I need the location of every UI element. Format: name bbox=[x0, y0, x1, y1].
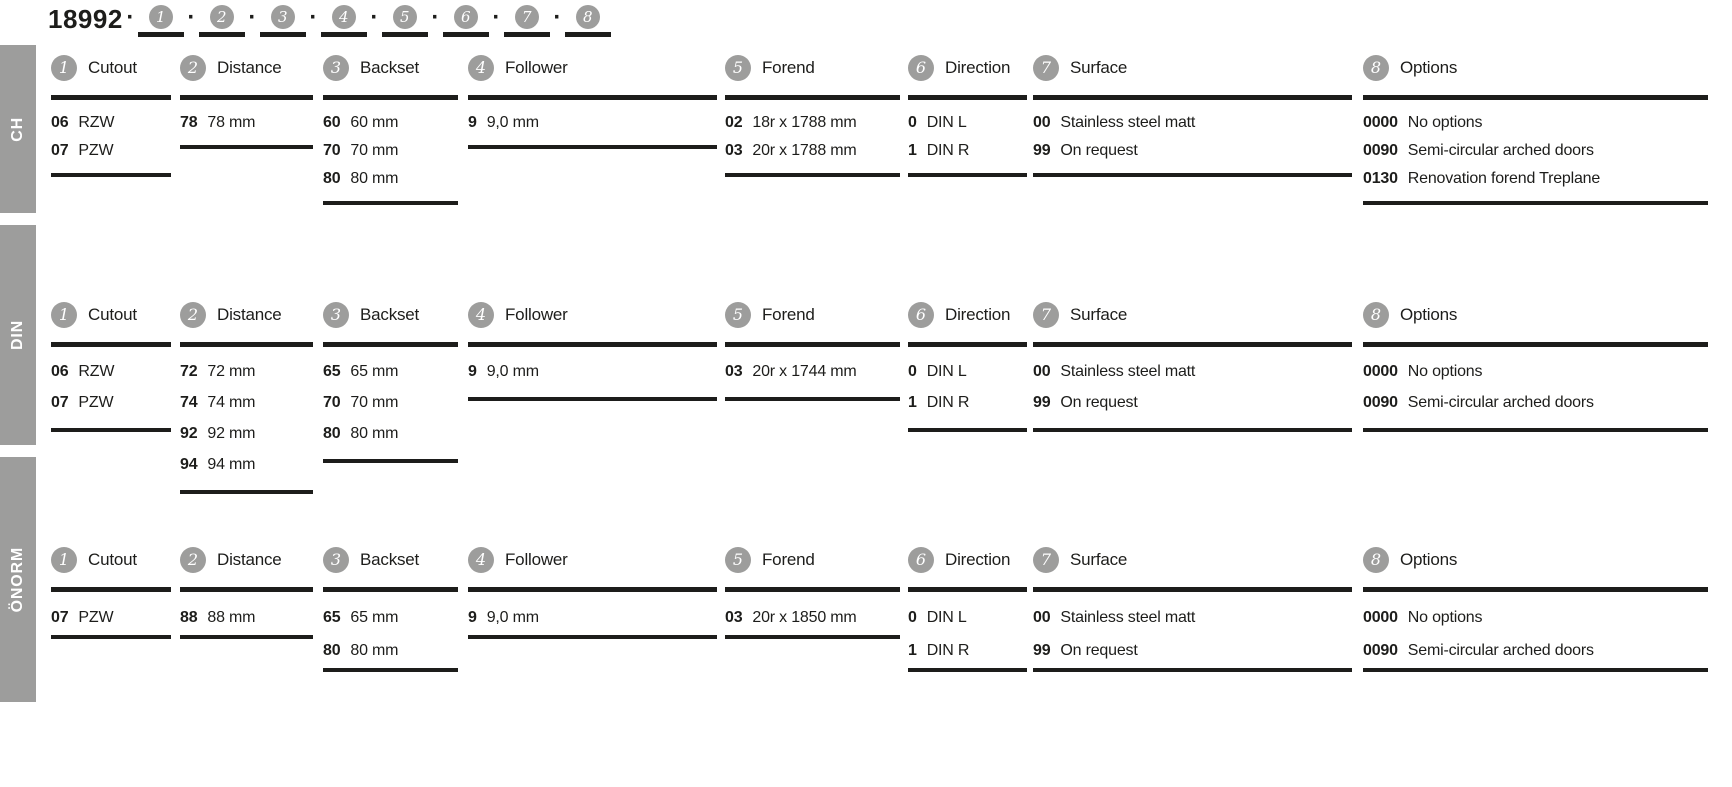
item-label: DIN R bbox=[926, 393, 970, 411]
spec-item bbox=[468, 601, 717, 634]
separator-dot: · bbox=[309, 4, 318, 31]
item-label: Semi-circular arched doors bbox=[1407, 142, 1594, 159]
column-title: Distance bbox=[217, 305, 282, 324]
item-label: 74 mm bbox=[207, 393, 256, 411]
column-number-badge: 7 bbox=[1033, 547, 1059, 573]
item-label: Stainless steel matt bbox=[1060, 362, 1196, 380]
item-label: PZW bbox=[78, 142, 114, 159]
item-code: 0 bbox=[908, 114, 917, 131]
item-label: Stainless steel matt bbox=[1060, 114, 1196, 131]
item-code: 74 bbox=[180, 393, 198, 411]
column-title: Forend bbox=[762, 550, 815, 569]
item-label: 88 mm bbox=[207, 608, 256, 626]
column-title: Follower bbox=[505, 550, 568, 569]
column-direction bbox=[908, 547, 1027, 672]
item-code: 06 bbox=[51, 362, 69, 380]
item-label: On request bbox=[1060, 142, 1138, 159]
column-number-badge: 2 bbox=[180, 302, 206, 328]
column-title: Forend bbox=[762, 58, 815, 77]
item-label: PZW bbox=[78, 393, 114, 411]
column-options bbox=[1363, 547, 1708, 672]
column-title: Direction bbox=[945, 305, 1011, 324]
column-items bbox=[51, 592, 171, 639]
column-number-badge: 4 bbox=[468, 302, 494, 328]
item-code: 80 bbox=[323, 424, 341, 442]
item-label: On request bbox=[1060, 393, 1138, 411]
column-number-badge: 8 bbox=[1363, 55, 1389, 81]
section-label: CH bbox=[9, 116, 26, 142]
column-distance bbox=[180, 547, 313, 639]
column-number-badge: 2 bbox=[180, 55, 206, 81]
item-label: 9,0 mm bbox=[486, 362, 539, 380]
item-label: Renovation forend Treplane bbox=[1407, 170, 1601, 187]
column-title: Cutout bbox=[88, 305, 137, 324]
column-header bbox=[1033, 547, 1352, 592]
column-number-badge: 5 bbox=[725, 547, 751, 573]
item-code: 03 bbox=[725, 142, 743, 159]
item-label: RZW bbox=[78, 362, 115, 380]
item-label: DIN L bbox=[926, 608, 967, 626]
field-number-badge: 4 bbox=[332, 5, 356, 29]
item-code: 03 bbox=[725, 608, 743, 626]
column-header bbox=[323, 547, 458, 592]
section-label: ÖNORM bbox=[9, 546, 26, 613]
column-items bbox=[908, 592, 1027, 672]
column-items bbox=[323, 592, 458, 672]
item-code: 88 bbox=[180, 608, 198, 626]
item-label: No options bbox=[1407, 114, 1483, 131]
column-title: Surface bbox=[1070, 305, 1128, 324]
item-code: 00 bbox=[1033, 114, 1051, 131]
item-code: 70 bbox=[323, 393, 341, 411]
item-code: 03 bbox=[725, 362, 743, 380]
separator-dot: · bbox=[248, 4, 257, 31]
field-number-badge: 2 bbox=[210, 5, 234, 29]
item-label: DIN R bbox=[926, 641, 970, 659]
column-number-badge: 4 bbox=[468, 547, 494, 573]
item-code: 0000 bbox=[1363, 608, 1398, 626]
item-code: 02 bbox=[725, 114, 743, 131]
column-title: Backset bbox=[360, 58, 420, 77]
item-label: RZW bbox=[78, 114, 115, 131]
separator-dot: · bbox=[553, 4, 562, 31]
item-code: 72 bbox=[180, 362, 198, 380]
column-number-badge: 3 bbox=[323, 547, 349, 573]
item-label: 20r x 1788 mm bbox=[752, 142, 857, 159]
column-items bbox=[468, 592, 717, 639]
spec-item bbox=[725, 601, 900, 634]
item-code: 94 bbox=[180, 455, 198, 473]
item-label: No options bbox=[1407, 608, 1483, 626]
item-label: 72 mm bbox=[207, 362, 256, 380]
column-forend bbox=[725, 547, 900, 639]
column-header bbox=[908, 547, 1027, 592]
column-backset bbox=[323, 547, 458, 672]
item-label: Stainless steel matt bbox=[1060, 608, 1196, 626]
column-number-badge: 7 bbox=[1033, 302, 1059, 328]
spec-item bbox=[51, 601, 171, 634]
item-label: DIN L bbox=[926, 362, 967, 380]
spec-item bbox=[180, 601, 313, 634]
column-title: Follower bbox=[505, 58, 568, 77]
column-number-badge: 7 bbox=[1033, 55, 1059, 81]
column-title: Cutout bbox=[88, 58, 137, 77]
item-label: 65 mm bbox=[350, 362, 399, 380]
column-surface bbox=[1033, 547, 1352, 672]
column-number-badge: 6 bbox=[908, 55, 934, 81]
item-code: 0090 bbox=[1363, 142, 1398, 159]
column-header bbox=[51, 547, 171, 592]
column-number-badge: 8 bbox=[1363, 547, 1389, 573]
article-number: 18992 bbox=[48, 4, 123, 34]
column-number-badge: 1 bbox=[51, 302, 77, 328]
item-code: 80 bbox=[323, 170, 341, 187]
column-number-badge: 6 bbox=[908, 547, 934, 573]
item-code: 70 bbox=[323, 142, 341, 159]
field-number-badge: 6 bbox=[454, 5, 478, 29]
item-label: 9,0 mm bbox=[486, 608, 539, 626]
item-code: 92 bbox=[180, 424, 198, 442]
section-band bbox=[0, 457, 36, 702]
item-label: Semi-circular arched doors bbox=[1407, 641, 1594, 659]
field-number-badge: 5 bbox=[393, 5, 417, 29]
column-title: Forend bbox=[762, 305, 815, 324]
spec-item bbox=[323, 634, 458, 667]
separator-dot: · bbox=[431, 4, 440, 31]
column-title: Follower bbox=[505, 305, 568, 324]
field-number-badge: 1 bbox=[149, 5, 173, 29]
item-code: 80 bbox=[323, 641, 341, 659]
spec-item bbox=[908, 634, 1027, 667]
separator-dot: · bbox=[126, 4, 135, 31]
item-label: 20r x 1850 mm bbox=[752, 608, 857, 626]
item-code: 0 bbox=[908, 608, 917, 626]
column-header bbox=[725, 547, 900, 592]
item-label: 78 mm bbox=[207, 114, 256, 131]
item-label: 18r x 1788 mm bbox=[752, 114, 857, 131]
column-number-badge: 8 bbox=[1363, 302, 1389, 328]
column-header bbox=[1363, 547, 1708, 592]
spec-item bbox=[1033, 634, 1352, 667]
spec-item bbox=[908, 601, 1027, 634]
separator-dot: · bbox=[187, 4, 196, 31]
item-code: 00 bbox=[1033, 362, 1051, 380]
column-title: Backset bbox=[360, 305, 420, 324]
column-title: Surface bbox=[1070, 58, 1128, 77]
column-title: Options bbox=[1400, 305, 1458, 324]
item-label: 94 mm bbox=[207, 455, 256, 473]
item-code: 9 bbox=[468, 114, 477, 131]
field-number-badge: 8 bbox=[576, 5, 600, 29]
item-code: 07 bbox=[51, 393, 69, 411]
item-label: 65 mm bbox=[350, 608, 399, 626]
item-code: 1 bbox=[908, 393, 917, 411]
item-label: Semi-circular arched doors bbox=[1407, 393, 1594, 411]
item-code: 0130 bbox=[1363, 170, 1398, 187]
column-number-badge: 2 bbox=[180, 547, 206, 573]
item-code: 0090 bbox=[1363, 641, 1398, 659]
column-cutout bbox=[51, 547, 171, 639]
column-title: Direction bbox=[945, 550, 1011, 569]
item-code: 0090 bbox=[1363, 393, 1398, 411]
column-header bbox=[180, 547, 313, 592]
item-code: 9 bbox=[468, 608, 477, 626]
item-code: 9 bbox=[468, 362, 477, 380]
item-code: 06 bbox=[51, 114, 69, 131]
column-title: Options bbox=[1400, 58, 1458, 77]
item-code: 65 bbox=[323, 608, 341, 626]
column-title: Distance bbox=[217, 550, 282, 569]
column-title: Distance bbox=[217, 58, 282, 77]
item-label: 9,0 mm bbox=[486, 114, 539, 131]
column-number-badge: 1 bbox=[51, 55, 77, 81]
column-number-badge: 6 bbox=[908, 302, 934, 328]
column-number-badge: 5 bbox=[725, 55, 751, 81]
item-label: 80 mm bbox=[350, 641, 399, 659]
spec-item bbox=[1363, 601, 1708, 634]
item-label: 70 mm bbox=[350, 142, 399, 159]
item-code: 99 bbox=[1033, 641, 1051, 659]
column-number-badge: 3 bbox=[323, 55, 349, 81]
column-items bbox=[180, 592, 313, 639]
item-code: 78 bbox=[180, 114, 198, 131]
item-code: 00 bbox=[1033, 608, 1051, 626]
column-number-badge: 1 bbox=[51, 547, 77, 573]
item-code: 60 bbox=[323, 114, 341, 131]
column-title: Direction bbox=[945, 58, 1011, 77]
column-items bbox=[1033, 592, 1352, 672]
column-items bbox=[1363, 592, 1708, 672]
spec-item bbox=[1033, 601, 1352, 634]
item-code: 1 bbox=[908, 142, 917, 159]
item-code: 0 bbox=[908, 362, 917, 380]
item-label: DIN L bbox=[926, 114, 967, 131]
item-label: On request bbox=[1060, 641, 1138, 659]
item-code: 99 bbox=[1033, 142, 1051, 159]
item-code: 07 bbox=[51, 608, 69, 626]
item-code: 1 bbox=[908, 641, 917, 659]
item-code: 65 bbox=[323, 362, 341, 380]
item-label: 92 mm bbox=[207, 424, 256, 442]
item-label: No options bbox=[1407, 362, 1483, 380]
spec-item bbox=[1363, 634, 1708, 667]
column-items bbox=[725, 592, 900, 639]
item-label: DIN R bbox=[926, 142, 970, 159]
column-number-badge: 5 bbox=[725, 302, 751, 328]
spec-item bbox=[323, 601, 458, 634]
column-title: Options bbox=[1400, 550, 1458, 569]
item-label: 70 mm bbox=[350, 393, 399, 411]
field-number-badge: 7 bbox=[515, 5, 539, 29]
field-number-badge: 3 bbox=[271, 5, 295, 29]
item-code: 0000 bbox=[1363, 362, 1398, 380]
item-code: 07 bbox=[51, 142, 69, 159]
item-label: 80 mm bbox=[350, 170, 399, 187]
column-title: Backset bbox=[360, 550, 420, 569]
item-code: 99 bbox=[1033, 393, 1051, 411]
item-label: PZW bbox=[78, 608, 114, 626]
item-label: 80 mm bbox=[350, 424, 399, 442]
separator-dot: · bbox=[370, 4, 379, 31]
column-number-badge: 4 bbox=[468, 55, 494, 81]
column-number-badge: 3 bbox=[323, 302, 349, 328]
column-follower bbox=[468, 547, 717, 639]
item-label: 60 mm bbox=[350, 114, 399, 131]
column-header bbox=[468, 547, 717, 592]
column-title: Cutout bbox=[88, 550, 137, 569]
item-label: 20r x 1744 mm bbox=[752, 362, 857, 380]
column-title: Surface bbox=[1070, 550, 1128, 569]
section-label: DIN bbox=[9, 320, 26, 350]
item-code: 0000 bbox=[1363, 114, 1398, 131]
separator-dot: · bbox=[492, 4, 501, 31]
